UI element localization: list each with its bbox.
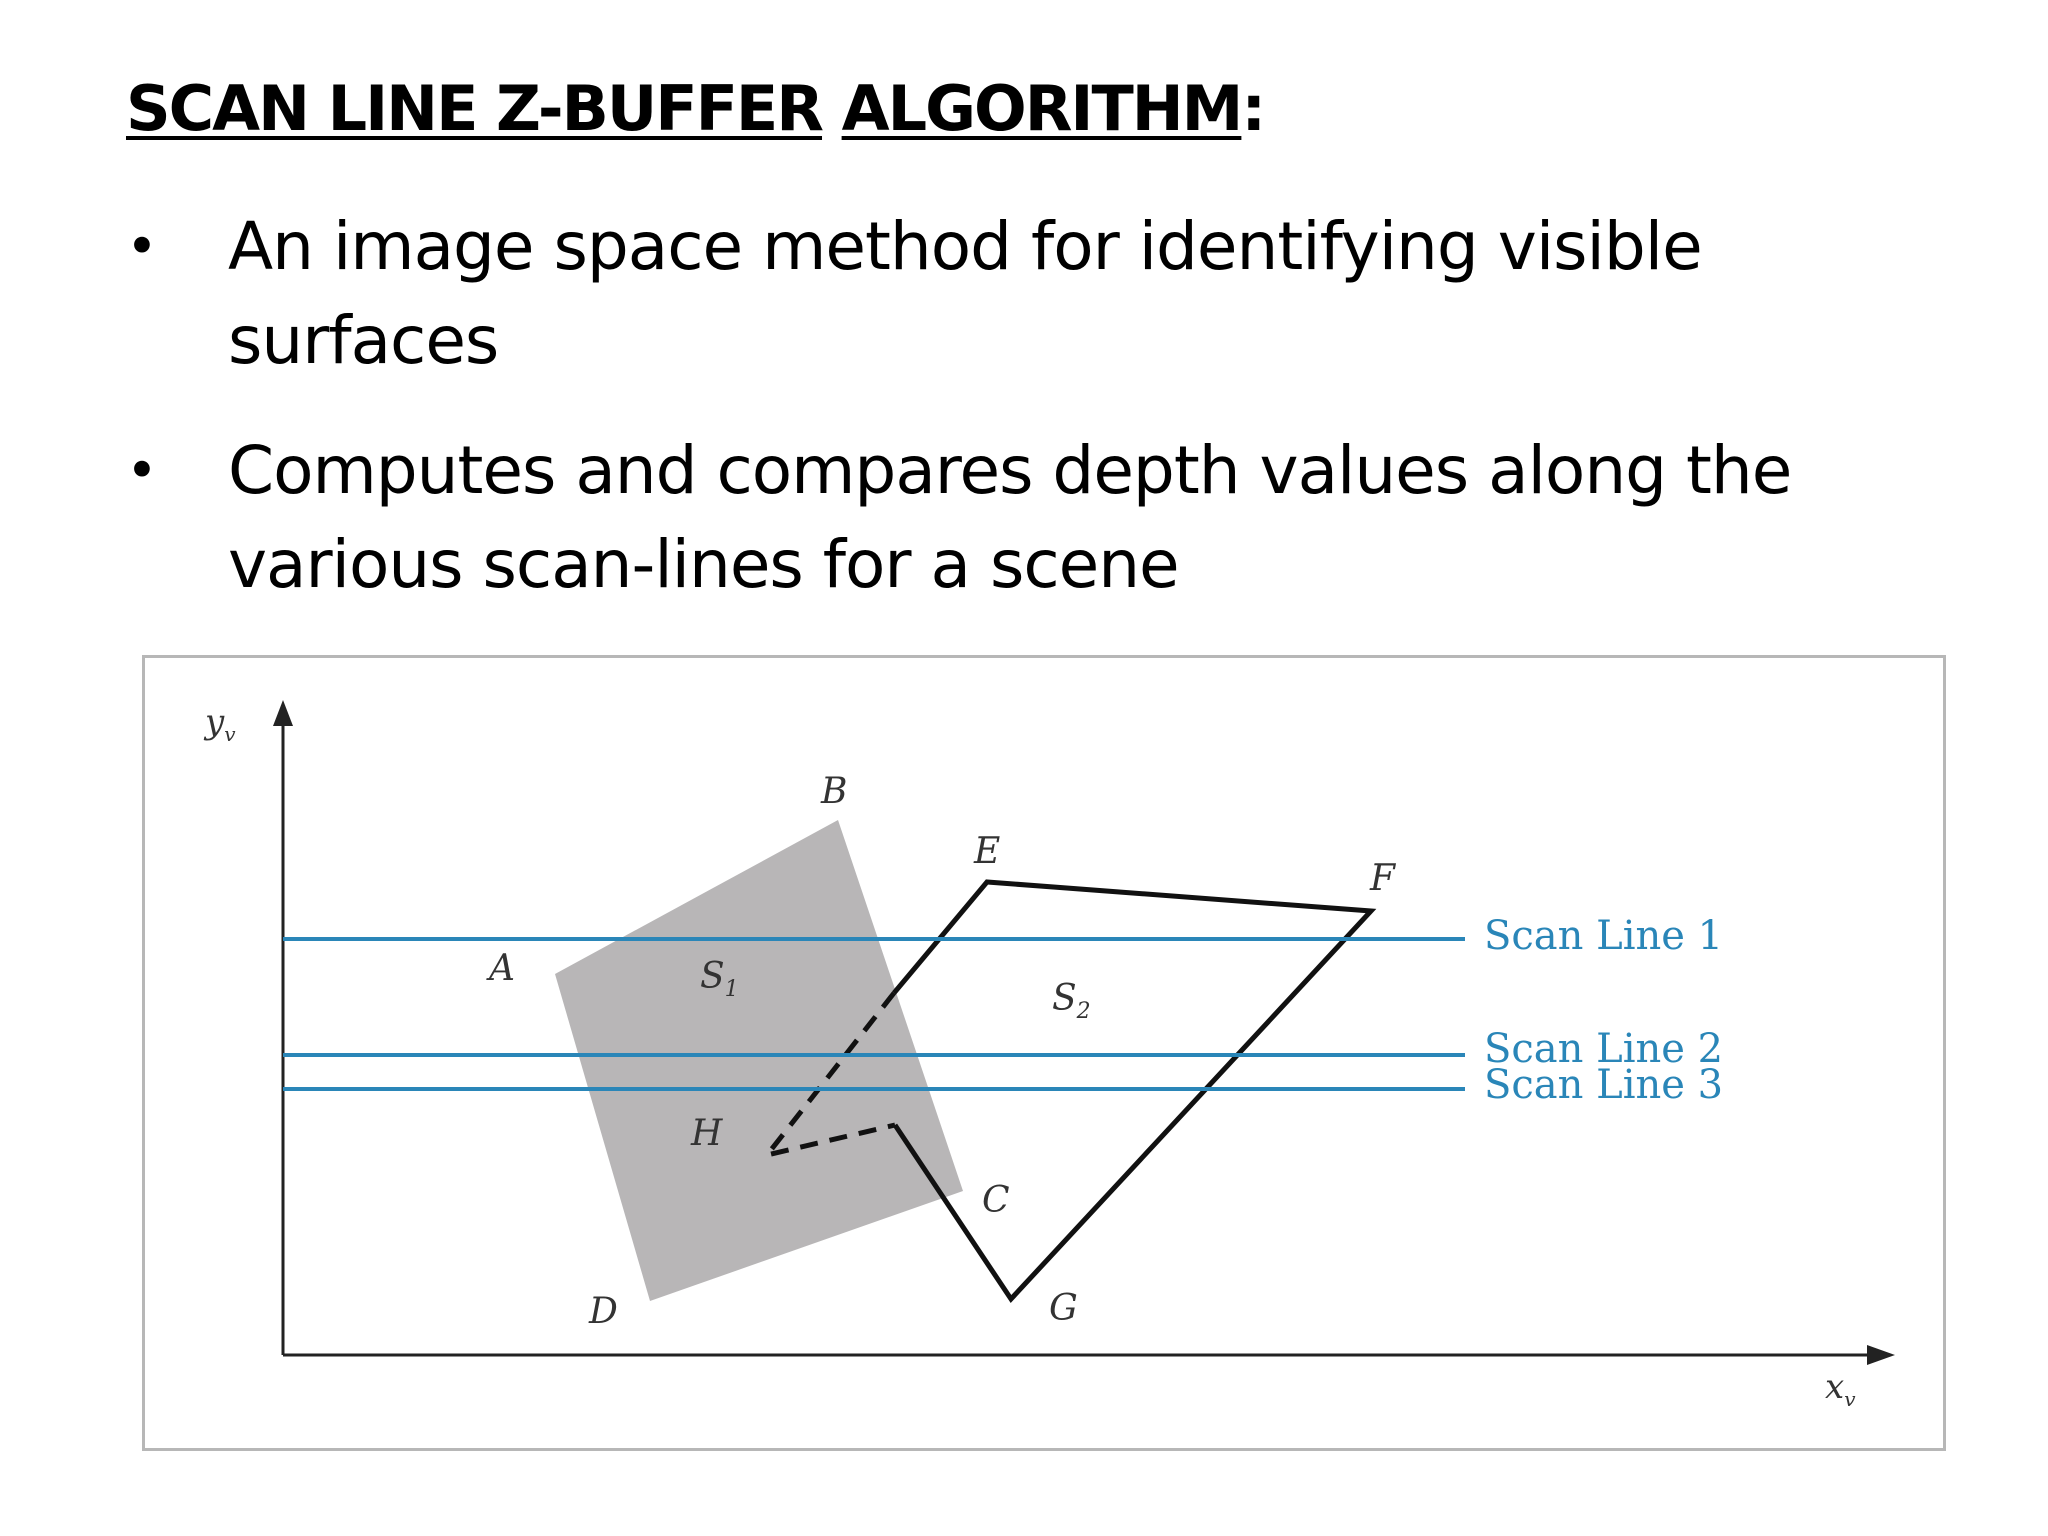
- bullet-item: [126, 424, 1926, 612]
- surface-s1-subscript: 1: [724, 977, 739, 1002]
- y-axis-arrow: [273, 700, 293, 726]
- surface-s2-label: [1052, 978, 1091, 1024]
- title-part-2: ALGORITHM: [841, 72, 1242, 145]
- vertex-label-b: B: [821, 771, 848, 812]
- surface-s2-letter: S: [1052, 978, 1077, 1019]
- bullet-item: [126, 200, 1926, 388]
- y-axis-label: [203, 702, 236, 746]
- surface-s1: [555, 820, 963, 1301]
- title-gap: [822, 72, 842, 145]
- title-part-1: SCAN LINE Z-BUFFER: [126, 72, 823, 145]
- title-colon: :: [1241, 72, 1265, 145]
- bullet-text: Computes and compares depth values along the various scan-lines for a scene: [228, 432, 1792, 603]
- x-axis-subscript: v: [1844, 1387, 1856, 1411]
- bullet-marker: •: [126, 215, 157, 278]
- x-axis-label: [1825, 1367, 1856, 1411]
- vertex-label-h: H: [691, 1113, 723, 1154]
- vertex-label-f: F: [1370, 858, 1395, 899]
- slide-title: [126, 72, 1264, 146]
- scan-line-1-label: Scan Line 1: [1484, 913, 1724, 959]
- x-axis-arrow: [1867, 1345, 1895, 1365]
- surface-s1-letter: S: [700, 956, 725, 997]
- diagram-frame: [142, 655, 1946, 1451]
- scan-line-3-label: Scan Line 3: [1484, 1062, 1724, 1108]
- bullet-marker: •: [126, 439, 157, 502]
- vertex-label-d: D: [589, 1291, 618, 1332]
- bullet-text: An image space method for identifying visible surfaces: [228, 208, 1702, 379]
- vertex-label-c: C: [982, 1180, 1010, 1221]
- surface-s2-subscript: 2: [1076, 999, 1091, 1024]
- x-axis-letter: x: [1825, 1367, 1845, 1407]
- scan-line-2-label: Scan Line 2: [1484, 1026, 1724, 1072]
- vertex-label-g: G: [1049, 1288, 1078, 1329]
- vertex-label-e: E: [974, 831, 1001, 872]
- y-axis-subscript: v: [224, 722, 236, 746]
- scan-line-diagram: [145, 658, 1943, 1448]
- vertex-label-a: A: [489, 948, 515, 989]
- bullet-list: [126, 200, 1926, 648]
- y-axis-letter: y: [205, 702, 225, 742]
